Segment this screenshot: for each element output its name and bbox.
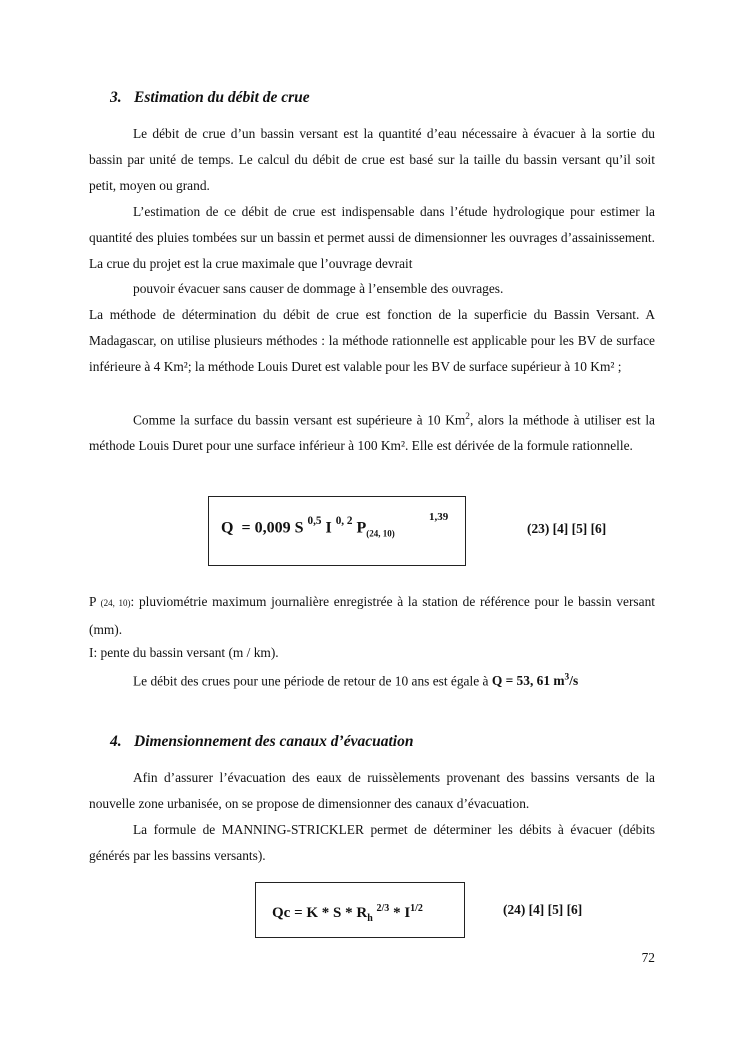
section-3-heading bbox=[110, 89, 310, 107]
formula-24-rh-subscript: h bbox=[367, 913, 373, 924]
section-4-number: 4. bbox=[110, 733, 122, 750]
paragraph-4-part-a: Comme la surface du bassin versant est supérieure à 10 Km bbox=[133, 412, 466, 428]
section-3-result bbox=[133, 666, 578, 694]
formula-24 bbox=[272, 903, 423, 924]
formula-24-main: Qc = K * S * R bbox=[272, 905, 368, 921]
result-text: Le débit des crues pour une période de retour de 10 ans est égale à bbox=[133, 673, 492, 689]
paragraph-4-part-b: , alors la méthode à utiliser est la méthode Louis Duret pour une surface inférieur à 100 Km². Elle est dérivée de la formule rationnelle. bbox=[89, 412, 655, 454]
section-3-paragraph-3: La méthode de détermination du débit de crue est fonction de la superficie du Bassin Versant. A Madagascar, on utilise plusieurs méthodes : la méthode rationnelle est applicable pour les BV de surface inférieure à 4 Km²; la méthode Louis Duret est valable pour les BV de surface supérieur à 10 Km² ; bbox=[89, 307, 655, 374]
formula-23-references: (23) [4] [5] [6] bbox=[527, 521, 607, 536]
formula-23-p: P bbox=[356, 519, 367, 537]
section-4-paragraph-2: La formule de MANNING-STRICKLER permet de déterminer les débits à évacuer (débits générés par les bassins versants). bbox=[89, 822, 655, 863]
section-4-heading bbox=[110, 733, 413, 751]
formula-24-box bbox=[255, 882, 465, 938]
section-3-paragraph-2: L’estimation de ce débit de crue est indispensable dans l’étude hydrologique pour estimer la quantité des pluies tombées sur un bassin et permet aussi de dimensionner les ouvrages d’assainissement. La crue du projet est la crue maximale que l’ouvrage devrait bbox=[89, 204, 655, 271]
formula-23-box bbox=[208, 496, 466, 566]
section-3-title: Estimation du débit de crue bbox=[134, 89, 310, 106]
formula-23-p-exponent: 1,39 bbox=[429, 511, 449, 523]
definition-p bbox=[89, 589, 655, 643]
formula-23-i-exponent: 0, 2 bbox=[335, 515, 353, 527]
formula-24-rh-exponent: 2/3 bbox=[376, 903, 390, 914]
definition-p-text: : pluviométrie maximum journalière enregistrée à la station de référence pour le bassin versant (mm). bbox=[89, 594, 655, 637]
formula-23-coefficient: = 0,009 S bbox=[241, 519, 304, 537]
page-number: 72 bbox=[641, 950, 655, 965]
formula-24-i-exponent: 1/2 bbox=[410, 903, 423, 914]
paragraph-4-superscript: 2 bbox=[465, 412, 470, 422]
section-3-paragraph-1: Le débit de crue d’un bassin versant est la quantité d’eau nécessaire à évacuer à la sortie du bassin par unité de temps. Le calcul du débit de crue est basé sur la taille du bassin versant qu’il soit petit, moyen ou grand. bbox=[89, 126, 655, 193]
section-4-title: Dimensionnement des canaux d’évacuation bbox=[134, 733, 414, 750]
formula-24-i: * I bbox=[389, 905, 411, 921]
definition-i: I: pente du bassin versant (m / km). bbox=[89, 645, 279, 660]
formula-23 bbox=[221, 517, 395, 539]
formula-23-s-exponent: 0,5 bbox=[307, 515, 322, 527]
formula-24-references: (24) [4] [5] [6] bbox=[503, 902, 583, 917]
formula-23-lhs: Q bbox=[221, 519, 234, 537]
result-value: Q = 53, 61 m bbox=[491, 673, 565, 689]
section-3-paragraph-2-end: pouvoir évacuer sans causer de dommage à l’ensemble des ouvrages. bbox=[133, 281, 504, 296]
formula-23-p-subscript: (24, 10) bbox=[366, 528, 395, 539]
definition-p-label: P bbox=[89, 594, 96, 609]
section-3-paragraph-4 bbox=[89, 405, 655, 459]
result-superscript: 3 bbox=[564, 673, 570, 683]
formula-23-i: I bbox=[325, 519, 332, 537]
result-unit: /s bbox=[569, 673, 579, 689]
section-3-number: 3. bbox=[110, 89, 122, 106]
definition-p-subscript: (24, 10) bbox=[100, 598, 131, 608]
section-4-paragraph-1: Afin d’assurer l’évacuation des eaux de ruissèlements provenant des bassins versants de la nouvelle zone urbanisée, on se propose de dimensionner des canaux d’évacuation. bbox=[89, 770, 655, 811]
